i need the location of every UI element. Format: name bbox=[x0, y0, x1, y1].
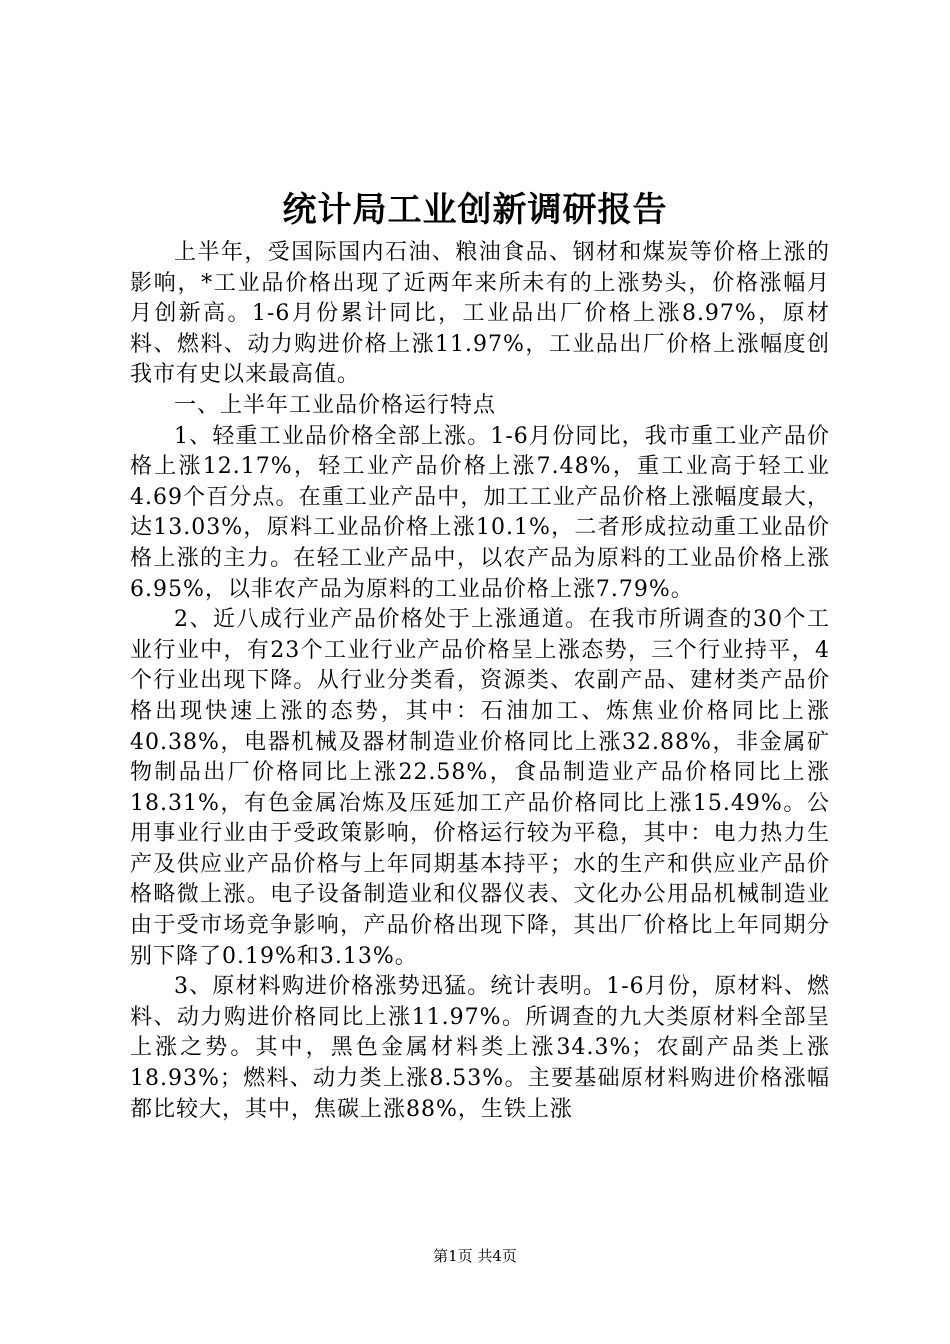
item-paragraph-1: 1、轻重工业品价格全部上涨。1-6月份同比，我市重工业产品价格上涨12.17%，轻工业产品价格上涨7.48%，重工业高于轻工业4.69个百分点。在重工业产品中，加工工业产品价格上涨幅度最大，达13.03%，原料工业品价格上涨10.1%，二者形成拉动重工业品价格上涨的主力。在轻工业产品中，以农产品为原料的工业品价格上涨6.95%，以非农产品为原料的工业品价格上涨7.79%。 bbox=[130, 423, 830, 602]
section-heading: 一、上半年工业品价格运行特点 bbox=[174, 392, 497, 418]
item-paragraph-3: 3、原材料购进价格涨势迅猛。统计表明。1-6月份，原材料、燃料、动力购进价格同比上涨11.97%。所调查的九大类原材料全部呈上涨之势。其中，黑色金属材料类上涨34.3%；农副产品类上涨18.93%；燃料、动力类上涨8.53%。主要基础原材料购进价格涨幅都比较大，其中，焦碳上涨88%，生铁上涨 bbox=[130, 974, 830, 1122]
item-paragraph-2: 2、近八成行业产品价格处于上涨通道。在我市所调查的30个工业行业中，有23个工业行业产品价格呈上涨态势，三个行业持平，4个行业出现下降。从行业分类看，资源类、农副产品、建材类产品价格出现快速上涨的态势，其中：石油加工、炼焦业价格同比上涨40.38%，电器机械及器材制造业价格同比上涨32.88%，非金属矿物制品出厂价格同比上涨22.58%，食品制造业产品价格同比上涨18.31%，有色金属冶炼及压延加工产品价格同比上涨15.49%。公用事业行业由于受政策影响，价格运行较为平稳，其中：电力热力生产及供应业产品价格与上年同期基本持平；水的生产和供应业产品价格略微上涨。电子设备制造业和仪器仪表、文化办公用品机械制造业由于受市场竞争影响，产品价格出现下降，其出厂价格比上年同期分别下降了0.19%和3.13%。 bbox=[130, 607, 830, 969]
document-title: 统计局工业创新调研报告 bbox=[282, 190, 668, 230]
page-number-footer: 第1页 共4页 bbox=[433, 1247, 517, 1265]
intro-paragraph: 上半年，受国际国内石油、粮油食品、钢材和煤炭等价格上涨的影响，*工业品价格出现了近两年来所未有的上涨势头，价格涨幅月月创新高。1-6月份累计同比，工业品出厂价格上涨8.97%，原材料、燃料、动力购进价格上涨11.97%，工业品出厂价格上涨幅度创我市有史以来最高值。 bbox=[130, 240, 830, 388]
document-body bbox=[130, 238, 830, 1125]
